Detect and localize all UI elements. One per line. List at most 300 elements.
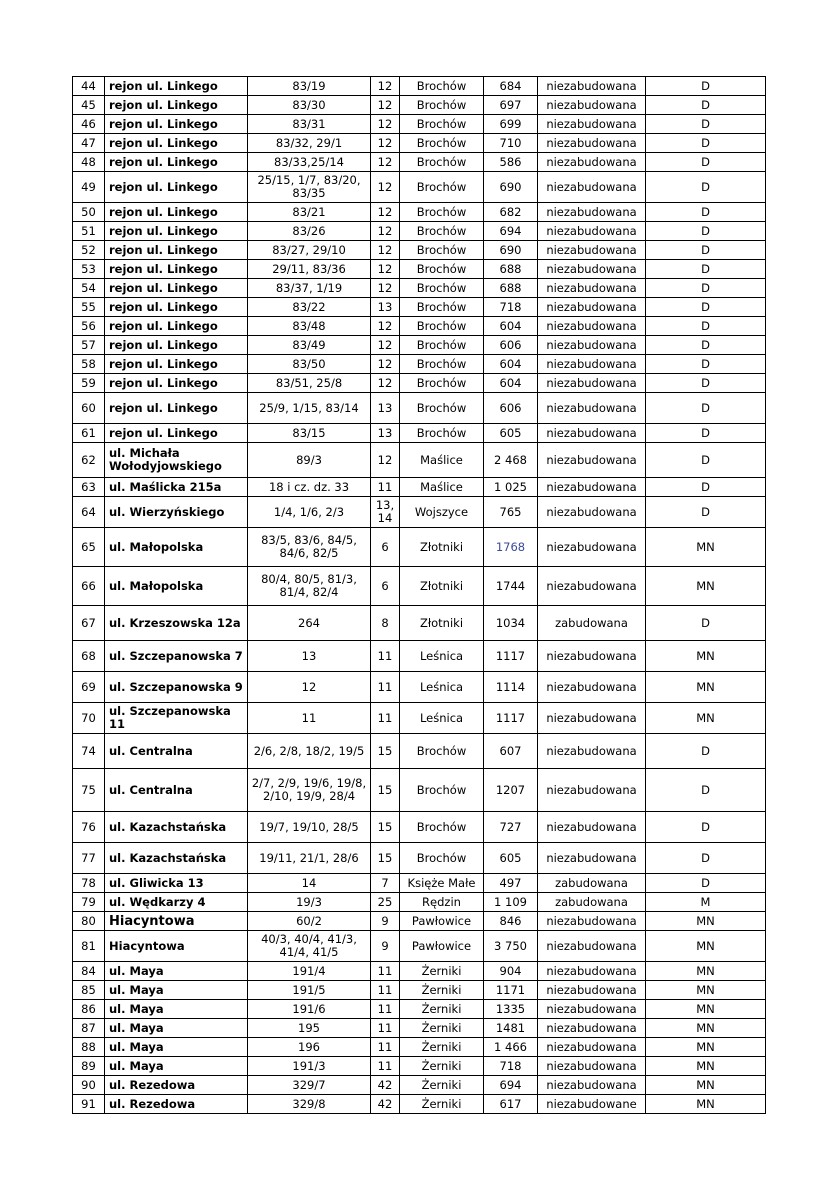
area-cell: 1768: [484, 528, 538, 567]
address-cell: ul. Kazachstańska: [105, 843, 248, 874]
row-number-cell: 47: [73, 134, 105, 153]
row-number-cell: 58: [73, 355, 105, 374]
development-status-cell: niezabudowana: [538, 1057, 646, 1076]
address-cell: ul. Centralna: [105, 734, 248, 769]
address-cell: ul. Rezedowa: [105, 1095, 248, 1114]
area-cell: 688: [484, 279, 538, 298]
area-cell: 1171: [484, 981, 538, 1000]
designation-cell: MN: [646, 1000, 766, 1019]
designation-cell: D: [646, 260, 766, 279]
row-number-cell: 84: [73, 962, 105, 981]
district-cell: Żerniki: [400, 962, 484, 981]
designation-cell: MN: [646, 641, 766, 672]
designation-cell: MN: [646, 1038, 766, 1057]
designation-cell: D: [646, 317, 766, 336]
address-cell: ul. Maya: [105, 1057, 248, 1076]
designation-cell: D: [646, 424, 766, 443]
district-cell: Maślice: [400, 443, 484, 478]
development-status-cell: niezabudowana: [538, 528, 646, 567]
map-sheet-cell: 12: [371, 77, 400, 96]
row-number-cell: 76: [73, 812, 105, 843]
address-cell: rejon ul. Linkego: [105, 279, 248, 298]
development-status-cell: niezabudowana: [538, 497, 646, 528]
district-cell: Brochów: [400, 241, 484, 260]
district-cell: Brochów: [400, 393, 484, 424]
district-cell: Rędzin: [400, 893, 484, 912]
address-cell: ul. Maślicka 215a: [105, 478, 248, 497]
plot-numbers-cell: 25/15, 1/7, 83/20, 83/35: [248, 172, 371, 203]
address-cell: Hiacyntowa: [105, 931, 248, 962]
development-status-cell: niezabudowana: [538, 355, 646, 374]
area-cell: 604: [484, 317, 538, 336]
address-cell: ul. Maya: [105, 1019, 248, 1038]
row-number-cell: 49: [73, 172, 105, 203]
plot-numbers-cell: 83/21: [248, 203, 371, 222]
area-cell: 727: [484, 812, 538, 843]
row-number-cell: 55: [73, 298, 105, 317]
designation-cell: MN: [646, 912, 766, 931]
address-cell: ul. Gliwicka 13: [105, 874, 248, 893]
designation-cell: D: [646, 96, 766, 115]
row-number-cell: 68: [73, 641, 105, 672]
address-cell: rejon ul. Linkego: [105, 355, 248, 374]
map-sheet-cell: 12: [371, 241, 400, 260]
plot-numbers-cell: 83/48: [248, 317, 371, 336]
address-cell: ul. Maya: [105, 962, 248, 981]
row-number-cell: 65: [73, 528, 105, 567]
district-cell: Księże Małe: [400, 874, 484, 893]
table-row: [73, 134, 766, 153]
map-sheet-cell: 12: [371, 172, 400, 203]
plot-numbers-cell: 191/4: [248, 962, 371, 981]
designation-cell: MN: [646, 1095, 766, 1114]
map-sheet-cell: 42: [371, 1076, 400, 1095]
area-cell: 1744: [484, 567, 538, 606]
development-status-cell: zabudowana: [538, 874, 646, 893]
table-row: [73, 355, 766, 374]
plot-numbers-cell: 2/6, 2/8, 18/2, 19/5: [248, 734, 371, 769]
plot-numbers-cell: 89/3: [248, 443, 371, 478]
designation-cell: D: [646, 172, 766, 203]
table-row: [73, 478, 766, 497]
table-row: [73, 443, 766, 478]
district-cell: Brochów: [400, 153, 484, 172]
plot-numbers-cell: 11: [248, 703, 371, 734]
map-sheet-cell: 15: [371, 812, 400, 843]
map-sheet-cell: 11: [371, 641, 400, 672]
map-sheet-cell: 13: [371, 424, 400, 443]
designation-cell: D: [646, 478, 766, 497]
row-number-cell: 88: [73, 1038, 105, 1057]
area-cell: 2 468: [484, 443, 538, 478]
table-row: [73, 1038, 766, 1057]
designation-cell: D: [646, 355, 766, 374]
plot-numbers-cell: 83/5, 83/6, 84/5, 84/6, 82/5: [248, 528, 371, 567]
row-number-cell: 79: [73, 893, 105, 912]
row-number-cell: 53: [73, 260, 105, 279]
designation-cell: M: [646, 893, 766, 912]
row-number-cell: 70: [73, 703, 105, 734]
map-sheet-cell: 15: [371, 843, 400, 874]
district-cell: Złotniki: [400, 528, 484, 567]
area-cell: 690: [484, 241, 538, 260]
map-sheet-cell: 13: [371, 393, 400, 424]
development-status-cell: niezabudowana: [538, 443, 646, 478]
row-number-cell: 86: [73, 1000, 105, 1019]
map-sheet-cell: 12: [371, 336, 400, 355]
development-status-cell: niezabudowana: [538, 478, 646, 497]
designation-cell: D: [646, 298, 766, 317]
table-row: [73, 336, 766, 355]
row-number-cell: 91: [73, 1095, 105, 1114]
plot-numbers-cell: 13: [248, 641, 371, 672]
area-cell: 1 466: [484, 1038, 538, 1057]
area-cell: 1481: [484, 1019, 538, 1038]
plot-numbers-cell: 60/2: [248, 912, 371, 931]
development-status-cell: niezabudowana: [538, 260, 646, 279]
table-row: [73, 606, 766, 641]
address-cell: ul. Michała Wołodyjowskiego: [105, 443, 248, 478]
development-status-cell: niezabudowana: [538, 77, 646, 96]
table-row: [73, 1019, 766, 1038]
table-row: [73, 374, 766, 393]
plot-numbers-cell: 14: [248, 874, 371, 893]
map-sheet-cell: 12: [371, 355, 400, 374]
designation-cell: MN: [646, 703, 766, 734]
designation-cell: D: [646, 734, 766, 769]
table-row: [73, 115, 766, 134]
development-status-cell: niezabudowana: [538, 672, 646, 703]
row-number-cell: 48: [73, 153, 105, 172]
district-cell: Brochów: [400, 279, 484, 298]
address-cell: rejon ul. Linkego: [105, 260, 248, 279]
plot-numbers-cell: 40/3, 40/4, 41/3, 41/4, 41/5: [248, 931, 371, 962]
development-status-cell: niezabudowana: [538, 203, 646, 222]
table-row: [73, 641, 766, 672]
district-cell: Brochów: [400, 769, 484, 812]
area-cell: 497: [484, 874, 538, 893]
district-cell: Brochów: [400, 222, 484, 241]
development-status-cell: niezabudowane: [538, 1095, 646, 1114]
row-number-cell: 85: [73, 981, 105, 1000]
development-status-cell: niezabudowana: [538, 222, 646, 241]
table-row: [73, 77, 766, 96]
plot-numbers-cell: 264: [248, 606, 371, 641]
table-row: [73, 241, 766, 260]
plot-numbers-cell: 19/7, 19/10, 28/5: [248, 812, 371, 843]
plot-numbers-cell: 83/22: [248, 298, 371, 317]
address-cell: rejon ul. Linkego: [105, 115, 248, 134]
area-cell: 694: [484, 1076, 538, 1095]
row-number-cell: 89: [73, 1057, 105, 1076]
plot-numbers-cell: 329/8: [248, 1095, 371, 1114]
map-sheet-cell: 6: [371, 567, 400, 606]
address-cell: ul. Wędkarzy 4: [105, 893, 248, 912]
development-status-cell: niezabudowana: [538, 812, 646, 843]
map-sheet-cell: 11: [371, 962, 400, 981]
area-cell: 617: [484, 1095, 538, 1114]
development-status-cell: niezabudowana: [538, 962, 646, 981]
district-cell: Leśnica: [400, 641, 484, 672]
district-cell: Złotniki: [400, 606, 484, 641]
designation-cell: D: [646, 874, 766, 893]
address-cell: rejon ul. Linkego: [105, 298, 248, 317]
map-sheet-cell: 25: [371, 893, 400, 912]
area-cell: 606: [484, 336, 538, 355]
designation-cell: D: [646, 336, 766, 355]
table-row: [73, 528, 766, 567]
plot-numbers-cell: 191/3: [248, 1057, 371, 1076]
address-cell: rejon ul. Linkego: [105, 336, 248, 355]
plot-numbers-cell: 83/15: [248, 424, 371, 443]
designation-cell: D: [646, 222, 766, 241]
designation-cell: D: [646, 77, 766, 96]
district-cell: Brochów: [400, 812, 484, 843]
development-status-cell: niezabudowana: [538, 843, 646, 874]
table-row: [73, 424, 766, 443]
map-sheet-cell: 12: [371, 96, 400, 115]
property-table: [72, 76, 766, 1114]
district-cell: Brochów: [400, 734, 484, 769]
map-sheet-cell: 11: [371, 1019, 400, 1038]
district-cell: Brochów: [400, 374, 484, 393]
development-status-cell: niezabudowana: [538, 134, 646, 153]
plot-numbers-cell: 19/11, 21/1, 28/6: [248, 843, 371, 874]
area-cell: 1117: [484, 703, 538, 734]
area-cell: 605: [484, 843, 538, 874]
address-cell: ul. Szczepanowska 9: [105, 672, 248, 703]
designation-cell: MN: [646, 1019, 766, 1038]
map-sheet-cell: 13, 14: [371, 497, 400, 528]
area-cell: 1034: [484, 606, 538, 641]
address-cell: rejon ul. Linkego: [105, 222, 248, 241]
designation-cell: D: [646, 153, 766, 172]
designation-cell: MN: [646, 962, 766, 981]
district-cell: Brochów: [400, 424, 484, 443]
area-cell: 699: [484, 115, 538, 134]
plot-numbers-cell: 83/37, 1/19: [248, 279, 371, 298]
area-cell: 1207: [484, 769, 538, 812]
development-status-cell: niezabudowana: [538, 336, 646, 355]
district-cell: Brochów: [400, 172, 484, 203]
plot-numbers-cell: 18 i cz. dz. 33: [248, 478, 371, 497]
row-number-cell: 78: [73, 874, 105, 893]
table-row: [73, 893, 766, 912]
district-cell: Brochów: [400, 260, 484, 279]
table-row: [73, 912, 766, 931]
row-number-cell: 77: [73, 843, 105, 874]
table-row: [73, 153, 766, 172]
development-status-cell: niezabudowana: [538, 912, 646, 931]
area-cell: 604: [484, 374, 538, 393]
area-cell: 718: [484, 1057, 538, 1076]
address-cell: rejon ul. Linkego: [105, 317, 248, 336]
development-status-cell: niezabudowana: [538, 931, 646, 962]
address-cell: rejon ul. Linkego: [105, 153, 248, 172]
table-row: [73, 172, 766, 203]
table-row: [73, 393, 766, 424]
map-sheet-cell: 11: [371, 1038, 400, 1057]
address-cell: ul. Maya: [105, 1000, 248, 1019]
map-sheet-cell: 11: [371, 1000, 400, 1019]
table-row: [73, 962, 766, 981]
development-status-cell: niezabudowana: [538, 1019, 646, 1038]
table-row: [73, 1076, 766, 1095]
development-status-cell: niezabudowana: [538, 172, 646, 203]
row-number-cell: 66: [73, 567, 105, 606]
district-cell: Pawłowice: [400, 912, 484, 931]
plot-numbers-cell: 83/32, 29/1: [248, 134, 371, 153]
designation-cell: D: [646, 279, 766, 298]
row-number-cell: 59: [73, 374, 105, 393]
district-cell: Żerniki: [400, 1057, 484, 1076]
address-cell: ul. Szczepanowska 7: [105, 641, 248, 672]
development-status-cell: niezabudowana: [538, 279, 646, 298]
table-row: [73, 1057, 766, 1076]
map-sheet-cell: 12: [371, 222, 400, 241]
area-cell: 586: [484, 153, 538, 172]
map-sheet-cell: 11: [371, 478, 400, 497]
development-status-cell: niezabudowana: [538, 153, 646, 172]
plot-numbers-cell: 19/3: [248, 893, 371, 912]
designation-cell: MN: [646, 567, 766, 606]
address-cell: ul. Maya: [105, 981, 248, 1000]
row-number-cell: 75: [73, 769, 105, 812]
plot-numbers-cell: 83/27, 29/10: [248, 241, 371, 260]
table-row: [73, 317, 766, 336]
map-sheet-cell: 11: [371, 1057, 400, 1076]
development-status-cell: niezabudowana: [538, 298, 646, 317]
row-number-cell: 57: [73, 336, 105, 355]
table-row: [73, 298, 766, 317]
map-sheet-cell: 12: [371, 115, 400, 134]
designation-cell: MN: [646, 931, 766, 962]
row-number-cell: 90: [73, 1076, 105, 1095]
map-sheet-cell: 13: [371, 298, 400, 317]
map-sheet-cell: 12: [371, 203, 400, 222]
address-cell: rejon ul. Linkego: [105, 203, 248, 222]
table-row: [73, 1000, 766, 1019]
row-number-cell: 67: [73, 606, 105, 641]
address-cell: ul. Maya: [105, 1038, 248, 1057]
table-row: [73, 981, 766, 1000]
row-number-cell: 81: [73, 931, 105, 962]
plot-numbers-cell: 195: [248, 1019, 371, 1038]
development-status-cell: niezabudowana: [538, 1038, 646, 1057]
district-cell: Wojszyce: [400, 497, 484, 528]
district-cell: Brochów: [400, 355, 484, 374]
address-cell: ul. Wierzyńskiego: [105, 497, 248, 528]
plot-numbers-cell: 191/5: [248, 981, 371, 1000]
map-sheet-cell: 12: [371, 317, 400, 336]
district-cell: Brochów: [400, 336, 484, 355]
plot-numbers-cell: 83/26: [248, 222, 371, 241]
development-status-cell: zabudowana: [538, 606, 646, 641]
address-cell: rejon ul. Linkego: [105, 424, 248, 443]
map-sheet-cell: 9: [371, 912, 400, 931]
map-sheet-cell: 9: [371, 931, 400, 962]
map-sheet-cell: 12: [371, 374, 400, 393]
designation-cell: D: [646, 115, 766, 134]
development-status-cell: niezabudowana: [538, 241, 646, 260]
map-sheet-cell: 11: [371, 703, 400, 734]
development-status-cell: niezabudowana: [538, 641, 646, 672]
area-cell: 697: [484, 96, 538, 115]
area-cell: 904: [484, 962, 538, 981]
map-sheet-cell: 11: [371, 981, 400, 1000]
district-cell: Brochów: [400, 96, 484, 115]
row-number-cell: 45: [73, 96, 105, 115]
development-status-cell: niezabudowana: [538, 1000, 646, 1019]
address-cell: ul. Centralna: [105, 769, 248, 812]
area-cell: 682: [484, 203, 538, 222]
area-cell: 690: [484, 172, 538, 203]
map-sheet-cell: 15: [371, 769, 400, 812]
area-cell: 1117: [484, 641, 538, 672]
district-cell: Żerniki: [400, 1095, 484, 1114]
plot-numbers-cell: 12: [248, 672, 371, 703]
district-cell: Leśnica: [400, 672, 484, 703]
map-sheet-cell: 6: [371, 528, 400, 567]
row-number-cell: 46: [73, 115, 105, 134]
area-cell: 3 750: [484, 931, 538, 962]
table-row: [73, 769, 766, 812]
address-cell: ul. Małopolska: [105, 567, 248, 606]
district-cell: Żerniki: [400, 1038, 484, 1057]
row-number-cell: 63: [73, 478, 105, 497]
district-cell: Żerniki: [400, 1076, 484, 1095]
row-number-cell: 54: [73, 279, 105, 298]
address-cell: ul. Kazachstańska: [105, 812, 248, 843]
row-number-cell: 51: [73, 222, 105, 241]
map-sheet-cell: 12: [371, 134, 400, 153]
plot-numbers-cell: 80/4, 80/5, 81/3, 81/4, 82/4: [248, 567, 371, 606]
table-row: [73, 672, 766, 703]
district-cell: Brochów: [400, 317, 484, 336]
table-row: [73, 703, 766, 734]
development-status-cell: niezabudowana: [538, 393, 646, 424]
table-row: [73, 734, 766, 769]
district-cell: Żerniki: [400, 1019, 484, 1038]
area-cell: 846: [484, 912, 538, 931]
development-status-cell: niezabudowana: [538, 374, 646, 393]
development-status-cell: niezabudowana: [538, 424, 646, 443]
map-sheet-cell: 12: [371, 279, 400, 298]
development-status-cell: niezabudowana: [538, 981, 646, 1000]
area-cell: 604: [484, 355, 538, 374]
map-sheet-cell: 42: [371, 1095, 400, 1114]
area-cell: 1335: [484, 1000, 538, 1019]
designation-cell: MN: [646, 981, 766, 1000]
table-row: [73, 567, 766, 606]
area-cell: 684: [484, 77, 538, 96]
table-row: [73, 843, 766, 874]
district-cell: Leśnica: [400, 703, 484, 734]
plot-numbers-cell: 196: [248, 1038, 371, 1057]
table-row: [73, 812, 766, 843]
district-cell: Złotniki: [400, 567, 484, 606]
district-cell: Żerniki: [400, 1000, 484, 1019]
row-number-cell: 80: [73, 912, 105, 931]
table-row: [73, 260, 766, 279]
row-number-cell: 60: [73, 393, 105, 424]
address-cell: ul. Rezedowa: [105, 1076, 248, 1095]
table-row: [73, 874, 766, 893]
row-number-cell: 61: [73, 424, 105, 443]
designation-cell: D: [646, 497, 766, 528]
designation-cell: D: [646, 769, 766, 812]
area-cell: 694: [484, 222, 538, 241]
